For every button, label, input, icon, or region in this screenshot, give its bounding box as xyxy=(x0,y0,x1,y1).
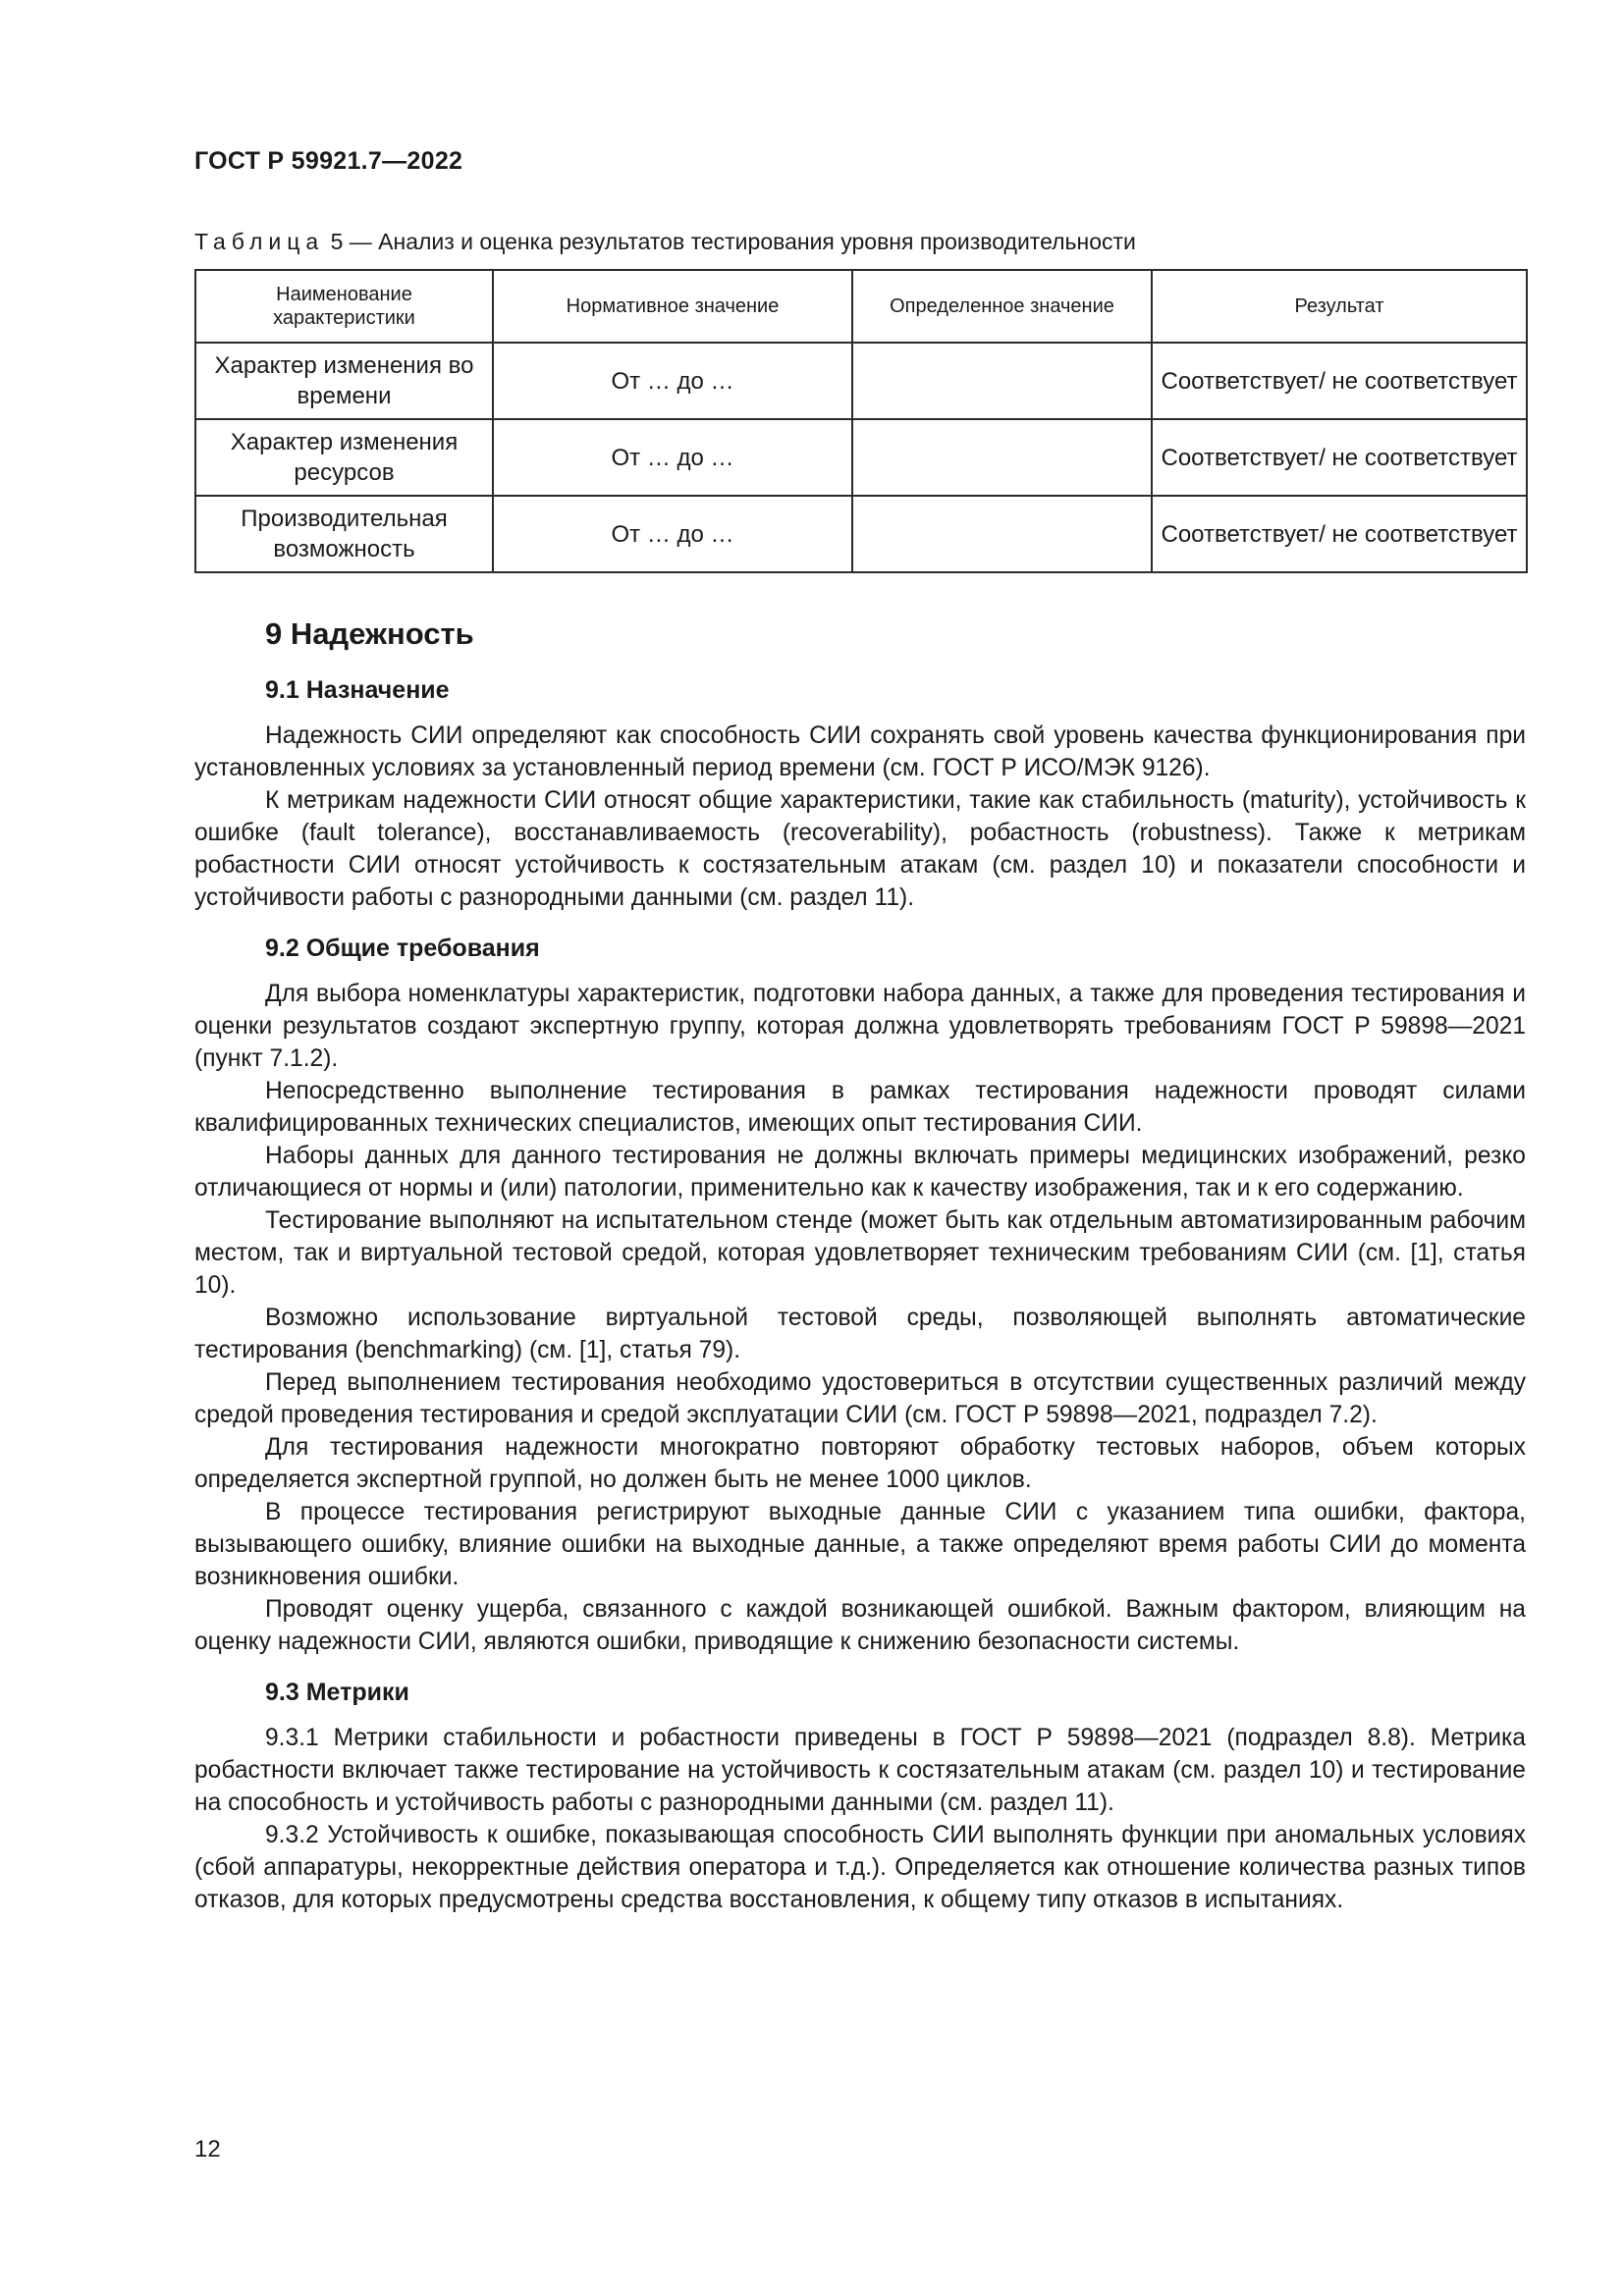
subsection-title-9-3: 9.3 Метрики xyxy=(265,1679,409,1706)
paragraph: Перед выполнением тестирования необходимо удостовериться в отсутствии существенных различий между средой проведения тестирования и средой эксплуатации СИИ (см. ГОСТ Р 59898—2021, подраздел 7.2). xyxy=(194,1369,1526,1428)
paragraph: Непосредственно выполнение тестирования в рамках тестирования надежности проводят силами квалифицированных технических специалистов, имеющих опыт тестирования СИИ. xyxy=(194,1078,1526,1137)
cell-determined-value xyxy=(852,496,1152,572)
paragraph: Проводят оценку ущерба, связанного с каждой возникающей ошибкой. Важным фактором, влияющим на оценку надежности СИИ, являются ошибки, приводящие к снижению безопасности системы. xyxy=(194,1596,1526,1655)
paragraph: 9.3.2 Устойчивость к ошибке, показывающая способность СИИ выполнять функции при аномальных условиях (сбой аппаратуры, некорректные действия оператора и т.д.). Определяется как отношение количества разных типов отказов, для которых предусмотрены средства восстановления, к общему типу отказов в испытаниях. xyxy=(194,1822,1526,1913)
cell-characteristic: Производительная возможность xyxy=(195,496,493,572)
table-row xyxy=(195,419,1527,496)
paragraph: Наборы данных для данного тестирования не должны включать примеры медицинских изображений, резко отличающиеся от нормы и (или) патологии, применительно как к качеству изображения, так и к его содержанию. xyxy=(194,1143,1526,1201)
paragraph: Для выбора номенклатуры характеристик, подготовки набора данных, а также для проведения тестирования и оценки результатов создают экспертную группу, которая должна удовлетворять требованиям ГОСТ Р 59898—2021 (пункт 7.1.2). xyxy=(194,981,1526,1072)
header-cell-characteristic: Наименование характеристики xyxy=(195,270,493,343)
subsection-title-9-1: 9.1 Назначение xyxy=(265,676,450,704)
section-title: 9 Надежность xyxy=(265,616,474,651)
paragraph: Надежность СИИ определяют как способность СИИ сохранять свой уровень качества функционирования при установленных условиях за установленный период времени (см. ГОСТ Р ИСО/МЭК 9126). xyxy=(194,722,1526,781)
table-row xyxy=(195,343,1527,419)
paragraph: Тестирование выполняют на испытательном стенде (может быть как отдельным автоматизированным рабочим местом, так и виртуальной тестовой средой, которая удовлетворяет техническим требованиям СИИ (см. [1], статья 10). xyxy=(194,1207,1526,1299)
page-number: 12 xyxy=(194,2136,221,2163)
table-caption-text: 5 — Анализ и оценка результатов тестирования уровня производительности xyxy=(324,229,1136,254)
cell-characteristic: Характер изменения ресурсов xyxy=(195,419,493,496)
header-cell-result: Результат xyxy=(1152,270,1527,343)
cell-normative-value: От … до … xyxy=(493,419,852,496)
paragraph: 9.3.1 Метрики стабильности и робастности приведены в ГОСТ Р 59898—2021 (подраздел 8.8). Метрика робастности включает также тестирование на устойчивость к состязательным атакам (см. раздел 10) и тестирование на способность и устойчивость работы с разнородными данными (см. раздел 11). xyxy=(194,1725,1526,1816)
paragraph: К метрикам надежности СИИ относят общие характеристики, такие как стабильность (maturity), устойчивость к ошибке (fault tolerance), восстанавливаемость (recoverability), робастность (robustness). Также к метрикам робастности СИИ относят устойчивость к состязательным атакам (см. раздел 10) и показатели способности и устойчивости работы с разнородными данными (см. раздел 11). xyxy=(194,787,1526,911)
paragraph: Для тестирования надежности многократно повторяют обработку тестовых наборов, объем которых определяется экспертной группой, но должен быть не менее 1000 циклов. xyxy=(194,1434,1526,1493)
cell-normative-value: От … до … xyxy=(493,343,852,419)
cell-result: Соответствует/ не соответствует xyxy=(1152,496,1527,572)
table-header-row xyxy=(195,270,1527,343)
performance-analysis-table xyxy=(194,269,1528,573)
cell-determined-value xyxy=(852,343,1152,419)
table-caption-prefix: Таблица xyxy=(194,229,325,254)
cell-characteristic: Характер изменения во времени xyxy=(195,343,493,419)
cell-normative-value: От … до … xyxy=(493,496,852,572)
cell-result: Соответствует/ не соответствует xyxy=(1152,343,1527,419)
standard-code: ГОСТ Р 59921.7—2022 xyxy=(194,147,463,175)
cell-result: Соответствует/ не соответствует xyxy=(1152,419,1527,496)
subsection-title-9-2: 9.2 Общие требования xyxy=(265,934,540,962)
table-caption xyxy=(194,229,1136,255)
paragraph: Возможно использование виртуальной тестовой среды, позволяющей выполнять автоматические тестирования (benchmarking) (см. [1], статья 79). xyxy=(194,1305,1526,1363)
table-row xyxy=(195,496,1527,572)
paragraph: В процессе тестирования регистрируют выходные данные СИИ с указанием типа ошибки, фактора, вызывающего ошибку, влияние ошибки на выходные данные, а также определяют время работы СИИ до момента возникновения ошибки. xyxy=(194,1499,1526,1590)
main-content xyxy=(194,614,1526,1916)
cell-determined-value xyxy=(852,419,1152,496)
header-cell-determined-value: Определенное значение xyxy=(852,270,1152,343)
header-cell-normative-value: Нормативное значение xyxy=(493,270,852,343)
